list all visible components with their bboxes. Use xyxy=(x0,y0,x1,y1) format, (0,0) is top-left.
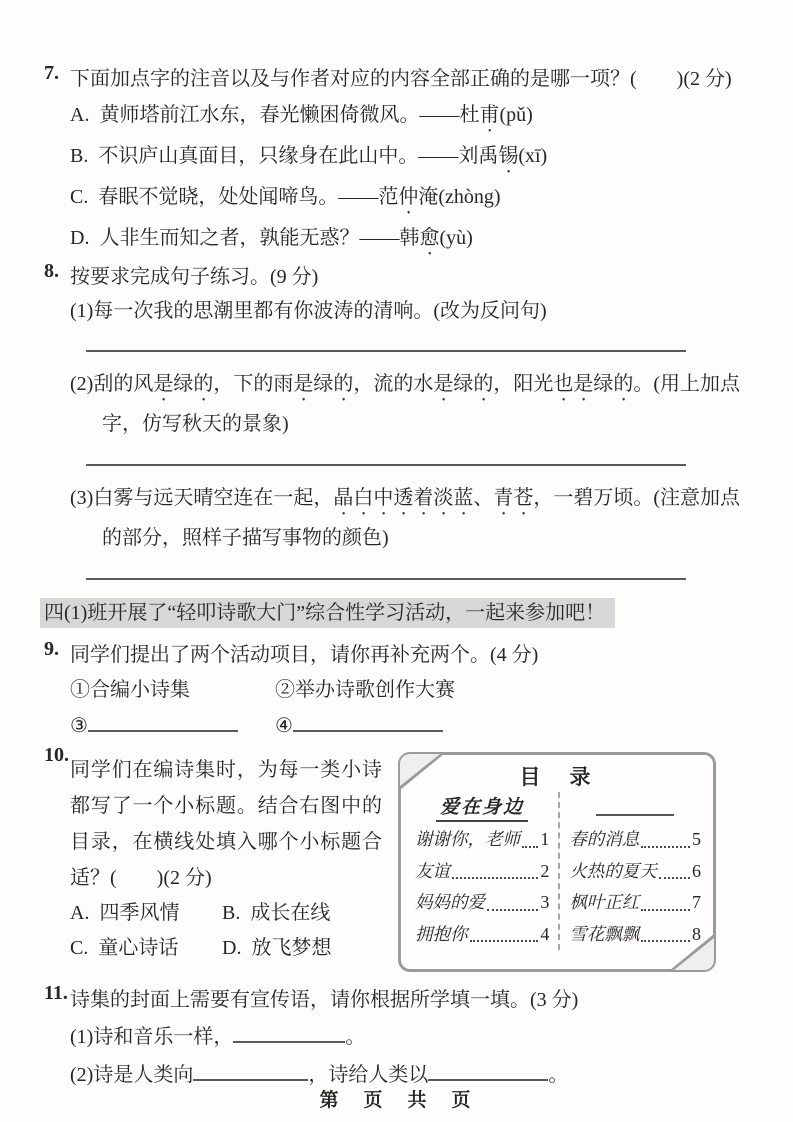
question-11 xyxy=(44,982,755,1094)
q11-sub2-prefix: (2)诗是人类向 xyxy=(70,1064,194,1086)
toc-entry-title: 火热的夏天 xyxy=(569,860,657,881)
q11-sub2-mid: ，诗给人类以 xyxy=(308,1064,429,1086)
toc-entry-title: 妈妈的爱 xyxy=(415,892,485,912)
question-8-sub3: (3)白雾与远天晴空连在一起，晶白中透着淡蓝、青苍，一碧万顷。(注意加点的部分，照样子描写事物的颜色) xyxy=(70,487,740,549)
toc-entry-title: 友谊 xyxy=(415,860,450,881)
toc-entry xyxy=(415,856,549,888)
toc-entry-title: 谢谢你，老师 xyxy=(415,829,520,849)
toc-left-header: 爱在身边 xyxy=(436,792,528,822)
question-10-left xyxy=(70,752,382,972)
question-8-sub2: (2)刮的风是绿的，下的雨是绿的，流的水是绿的，阳光也是绿的。(用上加点字，仿写秋天的景象) xyxy=(70,373,740,435)
toc-entry xyxy=(415,824,549,856)
answer-blank-q11-3 xyxy=(428,1059,548,1081)
answer-line-q8-3 xyxy=(86,578,686,580)
toc-entry-page: 7 xyxy=(692,892,701,912)
question-10-option-b xyxy=(222,896,330,931)
question-10-option-d xyxy=(222,931,331,966)
option-c-label: C. xyxy=(70,186,89,208)
toc-entry xyxy=(569,856,701,888)
option-b-label: B. xyxy=(222,902,241,924)
activity-1: ①合编小诗集 xyxy=(70,679,190,701)
dot-leader xyxy=(487,909,538,911)
toc-entry-page: 3 xyxy=(540,892,550,912)
question-7-title: 下面加点字的注音以及与作者对应的内容全部正确的是哪一项？( )(2 分) xyxy=(70,68,732,90)
answer-blank-q11-2 xyxy=(193,1059,308,1081)
dot-leader xyxy=(470,940,539,942)
toc-right-column xyxy=(569,792,701,950)
toc-entry-page: 1 xyxy=(540,829,550,849)
answer-blank-q9-4 xyxy=(293,710,443,732)
dot-leader xyxy=(641,940,690,942)
question-9-activities xyxy=(70,672,755,708)
question-8-title: 按要求完成句子练习。(9 分) xyxy=(70,266,319,288)
activity-4-blank xyxy=(275,708,443,744)
toc-entry xyxy=(415,919,549,951)
toc-entry-page: 5 xyxy=(692,829,701,849)
option-d-text: 人非生而知之者，孰能无惑？——韩愈(yù) xyxy=(99,227,473,249)
toc-entry-page: 2 xyxy=(540,860,550,881)
q11-sub1-prefix: (1)诗和音乐一样， xyxy=(70,1026,234,1048)
option-b-text: 成长在线 xyxy=(250,902,331,924)
question-7 xyxy=(44,62,755,260)
toc-title: 目 录 xyxy=(519,765,595,789)
question-9-blanks xyxy=(70,708,755,744)
dot-leader xyxy=(659,877,690,879)
question-8-number: 8. xyxy=(44,260,59,282)
activity-2: ②举办诗歌创作大赛 xyxy=(275,679,455,701)
toc-entry xyxy=(569,824,701,856)
dot-leader xyxy=(522,846,538,848)
dot-leader xyxy=(641,846,690,848)
toc-entry-page: 6 xyxy=(692,860,701,881)
toc-right-header-blank xyxy=(596,792,674,816)
question-9-number: 9. xyxy=(44,638,59,660)
option-a-label: A. xyxy=(70,104,90,126)
question-11-title: 诗集的封面上需要有宣传语，请你根据所学填一填。(3 分) xyxy=(70,989,579,1011)
activity-3-label: ③ xyxy=(70,715,88,737)
toc-entry-title: 雪花飘飘 xyxy=(569,923,640,944)
activity-3-blank xyxy=(70,708,275,744)
question-9 xyxy=(44,638,755,744)
answer-line-q8-1 xyxy=(86,350,686,352)
question-7-option-c xyxy=(70,178,755,219)
question-10-options-row-1 xyxy=(70,896,382,931)
question-10 xyxy=(44,744,755,972)
dot-leader xyxy=(641,909,690,911)
question-10-option-c xyxy=(70,931,222,966)
question-8-sub1: (1)每一次我的思潮里都有你波涛的清响。(改为反问句) xyxy=(70,300,547,322)
option-d-text: 放飞梦想 xyxy=(251,937,332,959)
option-c-label: C. xyxy=(70,937,89,959)
toc-left-column xyxy=(415,792,560,950)
question-10-text: 同学们在编诗集时，为每一类小诗都写了一个小标题。结合右图中的目录，在横线处填入哪个小标题合适？( )(2 分) xyxy=(70,759,382,889)
toc-entry-title: 枫叶正红 xyxy=(569,892,640,912)
option-c-text: 童心诗话 xyxy=(98,937,179,959)
answer-blank-q11-1 xyxy=(233,1021,345,1043)
q11-sub2-suffix: 。 xyxy=(548,1064,569,1086)
question-10-number: 10. xyxy=(44,744,69,766)
question-7-option-a xyxy=(70,96,755,137)
toc-entry-title: 春的消息 xyxy=(569,829,640,849)
question-11-sub1 xyxy=(70,1018,755,1056)
option-d-label: D. xyxy=(70,227,90,249)
toc-entry-page: 8 xyxy=(692,923,701,944)
answer-blank-q9-3 xyxy=(88,710,238,732)
option-a-label: A. xyxy=(70,902,90,924)
question-7-option-b xyxy=(70,137,755,178)
toc-entry xyxy=(569,887,701,919)
question-11-number: 11. xyxy=(44,982,68,1004)
option-b-label: B. xyxy=(70,145,89,167)
question-10-options-row-2 xyxy=(70,931,382,966)
option-c-text: 春眠不觉晓，处处闻啼鸟。——范仲淹(zhòng) xyxy=(98,186,501,208)
q11-sub1-suffix: 。 xyxy=(345,1026,366,1048)
dot-leader xyxy=(452,877,538,879)
question-8 xyxy=(44,260,755,594)
option-a-text: 四季风情 xyxy=(99,902,180,924)
question-9-title: 同学们提出了两个活动项目，请你再补充两个。(4 分) xyxy=(70,644,539,666)
toc-entry-page: 4 xyxy=(540,923,550,944)
page-footer: 第 页 共 页 xyxy=(319,1090,474,1111)
option-b-text: 不识庐山真面目，只缘身在此山中。——刘禹锡(xī) xyxy=(98,145,548,167)
option-a-text: 黄师塔前江水东，春光懒困倚微风。——杜甫(pǔ) xyxy=(99,104,533,126)
option-d-label: D. xyxy=(222,937,242,959)
activity-4-label: ④ xyxy=(275,715,293,737)
toc-entry xyxy=(415,887,549,919)
question-7-option-d xyxy=(70,219,755,260)
toc-entry-title: 拥抱你 xyxy=(415,923,468,944)
question-7-number: 7. xyxy=(44,62,59,84)
toc-card xyxy=(398,752,716,972)
activity-banner: 四(1)班开展了“轻叩诗歌大门”综合性学习活动，一起来参加吧！ xyxy=(40,598,615,628)
answer-line-q8-2 xyxy=(86,464,686,466)
question-10-option-a xyxy=(70,896,222,931)
toc-entry xyxy=(569,919,701,951)
